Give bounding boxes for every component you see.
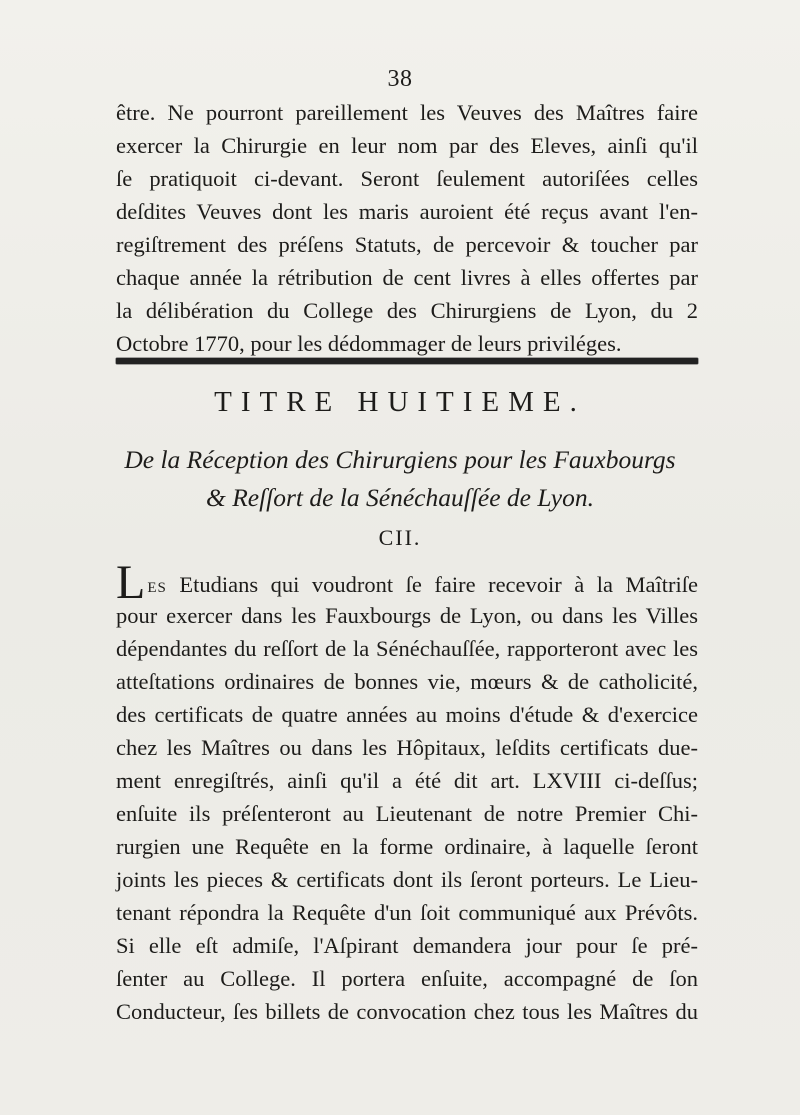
body-paragraph (116, 556, 698, 1028)
text-line-first (116, 556, 698, 609)
text-line: Si elle eſt admiſe, l'Aſpirant demandera jour pour ſe pré- (116, 933, 698, 958)
text-line: ſenter au College. Il portera enſuite, accompagné de ſon (116, 966, 698, 991)
first-line-text: Etudians qui voudront ſe faire recevoir à la Maîtriſe (179, 572, 698, 597)
chapter-subtitle-line-1: De la Réception des Chirurgiens pour les Fauxbourgs (124, 445, 676, 474)
text-line: chaque année la rétribution de cent livres à elles offertes par (116, 265, 698, 290)
drop-cap: L (116, 556, 146, 609)
text-line: deſdites Veuves dont les maris auroient été reçus avant l'en- (116, 199, 698, 224)
article-number: CII. (378, 525, 422, 550)
text-line: des certificats de quatre années au moins d'étude & d'exercice (116, 702, 698, 727)
text-line: chez les Maîtres ou dans les Hôpitaux, leſdits certificats due- (116, 735, 698, 760)
text-line: exercer la Chirurgie en leur nom par des Eleves, ainſi qu'il (116, 133, 698, 158)
text-line: dépendantes du reſſort de la Sénéchauſſée, rapporteront avec les (116, 636, 698, 661)
text-line: la délibération du College des Chirurgiens de Lyon, du 2 (116, 298, 698, 323)
text-line: tenant répondra la Requête d'un ſoit communiqué aux Prévôts. (116, 900, 698, 925)
text-line: joints les pieces & certificats dont ils ſeront porteurs. Le Lieu- (116, 867, 698, 892)
text-line: Octobre 1770, pour les dédommager de leurs priviléges. (116, 331, 622, 356)
page-number: 38 (387, 66, 413, 92)
chapter-title: TITRE HUITIEME. (214, 386, 586, 418)
chapter-subtitle-line-2: & Reſſort de la Sénéchauſſée de Lyon. (205, 483, 594, 512)
text-line: pour exercer dans les Fauxbourgs de Lyon, ou dans les Villes (116, 603, 698, 628)
ornamental-rule (116, 358, 698, 364)
text-line: enſuite ils préſenteront au Lieutenant de notre Premier Chi- (116, 801, 698, 826)
text-line: ment enregiſtrés, ainſi qu'il a été dit art. LXVIII ci-deſſus; (116, 768, 698, 793)
text-line: rurgien une Requête en la forme ordinaire, à laquelle ſeront (116, 834, 698, 859)
drop-cap-continuation: ES (147, 580, 167, 596)
text-line: ſe pratiquoit ci-devant. Seront ſeulement autoriſées celles (116, 166, 698, 191)
text-line: regiſtrement des préſens Statuts, de percevoir & toucher par (116, 232, 698, 257)
text-line: être. Ne pourront pareillement les Veuves des Maîtres faire (116, 100, 698, 125)
text-line: Conducteur, ſes billets de convocation chez tous les Maîtres du (116, 999, 698, 1024)
top-paragraph (116, 96, 698, 360)
text-line: atteſtations ordinaires de bonnes vie, mœurs & de catholicité, (116, 669, 698, 694)
